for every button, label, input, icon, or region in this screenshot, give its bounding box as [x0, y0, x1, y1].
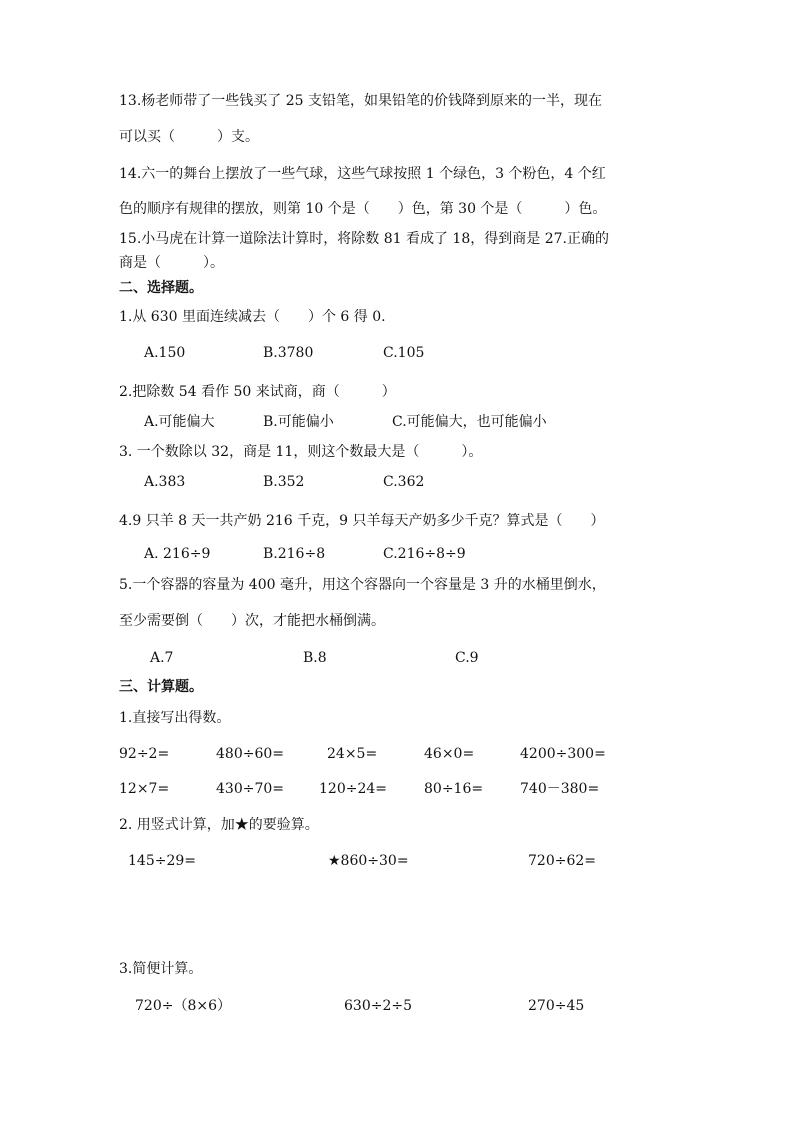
s2-q1-option-a: A.150: [144, 345, 186, 361]
s2-q5-option-c: C.9: [455, 650, 479, 666]
s2-q4-stem: 4.9 只羊 8 天一共产奶 216 千克，9 只羊每天产奶多少千克？算式是（ ）: [119, 513, 605, 529]
s3-p1-r2-item4: 80÷16=: [424, 781, 484, 797]
s3-p1-r1-item5: 4200÷300=: [520, 746, 606, 762]
q14-line1: 14.六一的舞台上摆放了一些气球，这些气球按照 1 个绿色，3 个粉色，4 个红: [119, 166, 606, 182]
s2-q3-option-c: C.362: [383, 474, 425, 490]
s2-q2-stem: 2.把除数 54 看作 50 来试商，商（ ）: [119, 384, 396, 400]
s2-q4-option-a: A. 216÷9: [144, 546, 211, 562]
s3-p2-label: 2. 用竖式计算，加★的要验算。: [119, 817, 319, 833]
s2-q1-stem: 1.从 630 里面连续减去（ ）个 6 得 0.: [119, 309, 386, 325]
s2-q2-option-a: A.可能偏大: [144, 414, 215, 430]
s3-p1-r2-item1: 12×7=: [119, 781, 170, 797]
section3-title: 三、计算题。: [119, 679, 203, 695]
s3-p2-item2: ★860÷30=: [328, 853, 409, 869]
s3-p1-r1-item2: 480÷60=: [216, 746, 284, 762]
s2-q1-option-b: B.3780: [263, 345, 314, 361]
s3-p3-item2: 630÷2÷5: [344, 998, 412, 1014]
s2-q3-option-a: A.383: [144, 474, 186, 490]
q14-line2: 色的顺序有规律的摆放，则第 10 个是（ ）色，第 30 个是（ ）色。: [119, 201, 607, 217]
s3-p3-item1: 720÷（8×6）: [135, 998, 231, 1014]
s3-p3-label: 3.简便计算。: [119, 961, 203, 977]
s3-p1-r2-item2: 430÷70=: [216, 781, 284, 797]
s2-q4-option-c: C.216÷8÷9: [383, 546, 466, 562]
s2-q2-option-b: B.可能偏小: [263, 414, 334, 430]
s2-q5-stem-line2: 至少需要倒（ ）次，才能把水桶倒满。: [119, 613, 385, 629]
q15-line2: 商是（ ）。: [119, 255, 224, 271]
q15-line1: 15.小马虎在计算一道除法计算时，将除数 81 看成了 18，得到商是 27.正确的: [119, 231, 609, 247]
s3-p1-r2-item3: 120÷24=: [319, 781, 387, 797]
s3-p1-r2-item5: 740－380=: [520, 781, 600, 797]
s3-p1-r1-item1: 92÷2=: [119, 746, 170, 762]
section2-title: 二、选择题。: [119, 280, 203, 296]
s2-q5-option-b: B.8: [303, 650, 327, 666]
q13-line2: 可以买（ ）支。: [119, 129, 259, 145]
s3-p2-item1: 145÷29=: [128, 853, 196, 869]
s2-q5-option-a: A.7: [150, 650, 174, 666]
q13-line1: 13.杨老师带了一些钱买了 25 支铅笔，如果铅笔的价钱降到原来的一半，现在: [119, 93, 602, 109]
s3-p1-r1-item4: 46×0=: [424, 746, 475, 762]
s3-p1-label: 1.直接写出得数。: [119, 710, 231, 726]
s2-q5-stem-line1: 5.一个容器的容量为 400 毫升，用这个容器向一个容量是 3 升的水桶里倒水，: [119, 577, 606, 593]
s2-q2-option-c: C.可能偏大，也可能偏小: [392, 414, 547, 430]
s2-q3-option-b: B.352: [263, 474, 305, 490]
s2-q1-option-c: C.105: [383, 345, 425, 361]
s3-p1-r1-item3: 24×5=: [327, 746, 378, 762]
s3-p3-item3: 270÷45: [528, 998, 585, 1014]
s3-p2-item3: 720÷62=: [528, 853, 596, 869]
s2-q4-option-b: B.216÷8: [263, 546, 326, 562]
s2-q3-stem: 3. 一个数除以 32，商是 11，则这个数最大是（ ）。: [119, 444, 483, 460]
